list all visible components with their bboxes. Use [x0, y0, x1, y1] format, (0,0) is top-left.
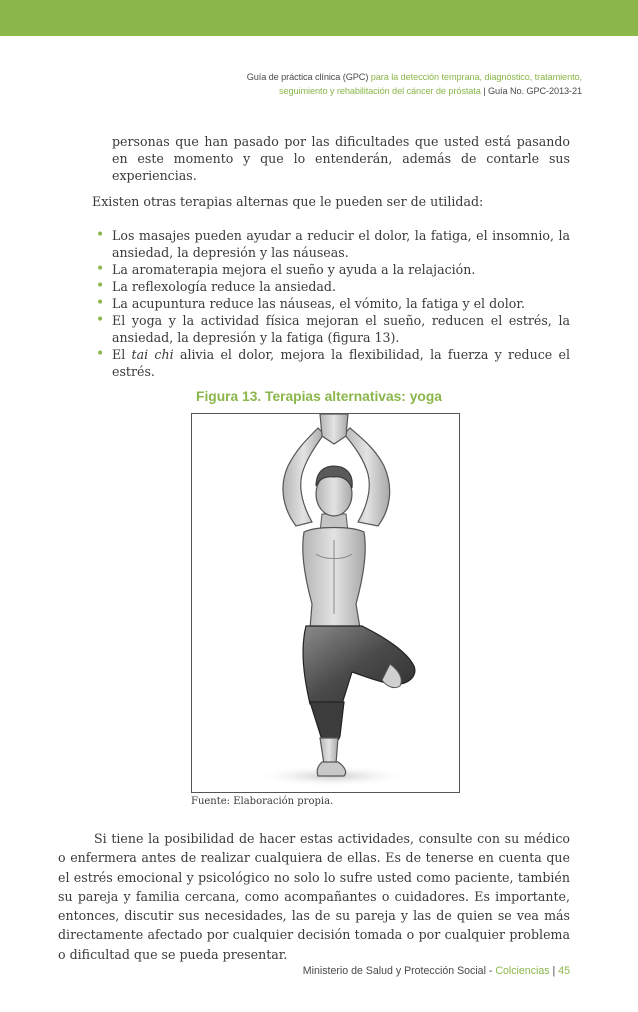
bullet-icon: • — [96, 346, 105, 362]
intro-paragraph: personas que han pasado por las dificultades que usted está pasando en este momento y que lo entenderán, además de contarle sus experiencias. — [112, 134, 570, 183]
bullet-icon: • — [96, 295, 105, 311]
list-item: • El tai chi alivia el dolor, mejora la flexibilidad, la fuerza y reduce el estrés. — [96, 346, 570, 379]
header-guide-subtitle-2: seguimiento y rehabilitación del cáncer de próstata — [279, 86, 481, 96]
tai-chi-term: tai chi — [131, 347, 174, 362]
list-item: • La aromaterapia mejora el sueño y ayuda a la relajación. — [96, 261, 476, 277]
footer-org: Colciencias — [495, 965, 550, 977]
footer-ministry: Ministerio de Salud y Protección Social - — [302, 965, 493, 977]
figure-frame — [191, 413, 460, 793]
header-guide-title: Guía de práctica clínica (GPC) — [246, 72, 369, 82]
footer-separator: | — [552, 965, 556, 977]
bullet-icon: • — [96, 312, 105, 328]
page-number: 45 — [558, 965, 570, 977]
therapies-list — [92, 227, 570, 380]
figure-title: Figura 13. Terapias alternativas: yoga — [196, 389, 442, 404]
list-item: • Los masajes pueden ayudar a reducir el dolor, la fatiga, el insomnio, la ansiedad, la depresión y las náuseas. — [96, 227, 570, 260]
yoga-figure-illustration — [192, 414, 459, 792]
list-item: • El yoga y la actividad física mejoran el sueño, reducen el estrés, la ansiedad, la depresión y la fatiga (figura 13). — [96, 312, 570, 345]
running-header-line-1 — [247, 72, 582, 82]
header-guide-number: Guía No. GPC-2013-21 — [487, 86, 582, 96]
bullet-icon: • — [96, 261, 105, 277]
therapies-paragraph: Existen otras terapias alternas que le pueden ser de utilidad: — [92, 194, 484, 209]
list-item: • La reflexología reduce la ansiedad. — [96, 278, 336, 294]
bullet-icon: • — [96, 278, 105, 294]
figure-source: Fuente: Elaboración propia. — [191, 796, 334, 807]
closing-paragraph: Si tiene la posibilidad de hacer estas actividades, consulte con su médico o enfermera antes de realizar cualquiera de ellas. Es de tenerse en cuenta que el estrés emocional y psicológico no solo lo sufre usted como paciente, también su pareja y familia cercana, como acompañantes o cuidadores. Es importante, entonces, discutir sus necesidades, las de su pareja y las de quien se vea más directamente afectado por cualquier decisión tomada o por cualquier problema o dificultad que se pueda presentar. — [58, 831, 570, 962]
page-footer — [303, 965, 570, 977]
running-header-line-2 — [279, 86, 582, 96]
top-color-bar — [0, 0, 638, 36]
list-item: • La acupuntura reduce las náuseas, el vómito, la fatiga y el dolor. — [96, 295, 525, 311]
header-guide-subtitle-1: para la detección temprana, diagnóstico, tratamiento, — [370, 72, 582, 82]
bullet-icon: • — [96, 227, 105, 243]
header-separator: | — [483, 86, 486, 96]
